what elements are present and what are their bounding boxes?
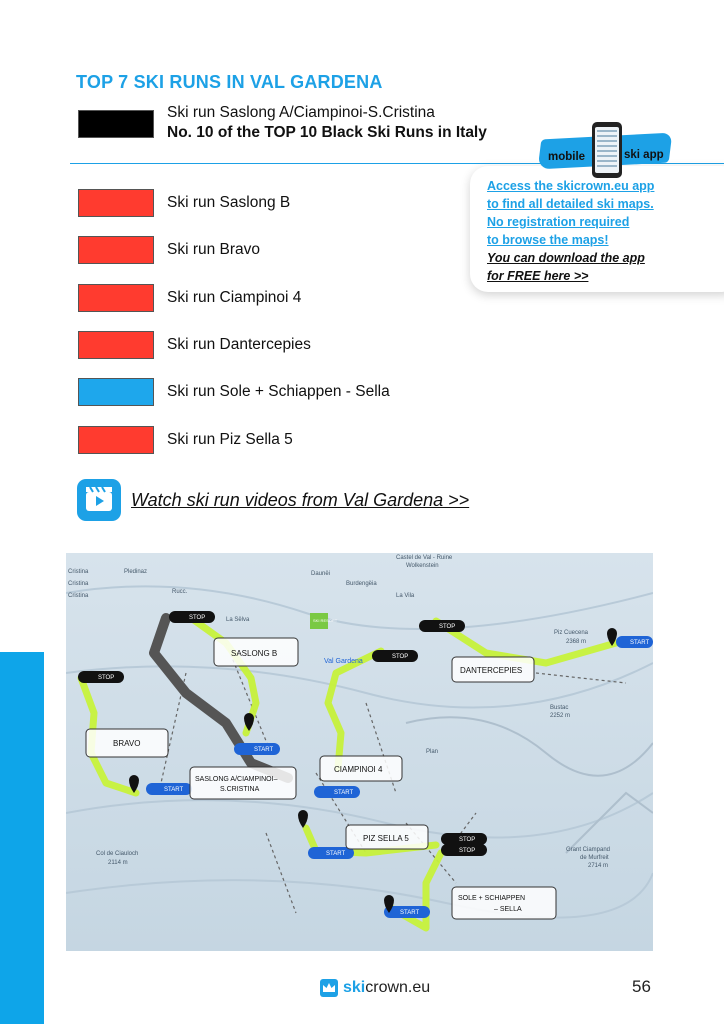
promo-download-link[interactable]: for FREE here >> (487, 269, 589, 283)
run-label-ciampinoi-4: CIAMPINOI 4 (334, 765, 383, 774)
start-tag: START (164, 787, 184, 793)
run-swatch (78, 331, 154, 359)
place-col-ciauloch-alt: 2114 m (108, 860, 128, 866)
promo-line[interactable]: to find all detailed ski maps. (487, 197, 654, 211)
start-tag: START (400, 910, 420, 916)
run-name[interactable]: Ski run Dantercepies (167, 336, 311, 353)
start-tag: START (630, 640, 650, 646)
place-bustac: Bustac (550, 705, 569, 711)
top-run-rank: No. 10 of the TOP 10 Black Ski Runs in Italy (167, 124, 487, 141)
black-run-swatch (78, 110, 154, 138)
ski-map[interactable] (66, 553, 653, 951)
svg-text:La Sëlva: La Sëlva (226, 617, 250, 623)
stop-tag: STOP (98, 675, 115, 681)
stop-tag: STOP (392, 654, 409, 660)
promo-line[interactable]: to browse the maps! (487, 233, 609, 247)
stop-tag: STOP (189, 615, 206, 621)
top-run-name: Ski run Saslong A/Ciampinoi-S.Cristina (167, 104, 435, 121)
svg-text:La Vila: La Vila (396, 593, 415, 599)
video-clapper-icon[interactable] (77, 479, 121, 521)
promo-download-link[interactable]: You can download the app (487, 251, 645, 265)
place-piz-cuecena: Piz Cuecena (554, 630, 589, 636)
run-name[interactable]: Ski run Sole + Schiappen - Sella (167, 383, 390, 400)
start-tag: START (334, 790, 354, 796)
run-label-saslong-a-2: S.CRISTINA (220, 786, 260, 793)
place-grant-ciampa: Grant Ciampand (566, 847, 611, 853)
promo-line[interactable]: Access the skicrown.eu app (487, 179, 655, 193)
place-grant-ciampa-2: de Murfreit (580, 855, 609, 861)
logo-text-rest: crown.eu (365, 979, 431, 996)
stop-tag: STOP (459, 848, 476, 854)
start-tag: START (326, 851, 346, 857)
run-swatch (78, 236, 154, 264)
crown-icon (320, 979, 338, 997)
run-swatch (78, 378, 154, 406)
logo-text-bold: ski (343, 979, 366, 996)
ski-resort-marker: SKI RESORT (313, 618, 338, 623)
badge-mobile: mobile (548, 151, 586, 163)
run-name[interactable]: Ski run Piz Sella 5 (167, 431, 293, 448)
run-swatch (78, 426, 154, 454)
svg-text:Daunëi: Daunëi (311, 571, 331, 577)
svg-text:Pledinaz: Pledinaz (124, 569, 148, 575)
run-name[interactable]: Ski run Saslong B (167, 194, 291, 211)
place-castel: Castel de Val - Ruine (396, 555, 453, 561)
run-label-piz-sella-5: PIZ SELLA 5 (363, 834, 409, 843)
run-swatch (78, 189, 154, 217)
phone-icon (592, 122, 622, 178)
place-castel-2: Wolkenstein (406, 563, 439, 569)
promo-line[interactable]: No registration required (487, 215, 630, 229)
start-tag: START (254, 747, 274, 753)
place-bustac-alt: 2252 m (550, 713, 571, 719)
place-col-ciauloch: Col de Ciauloch (96, 851, 139, 857)
run-label-sole: SOLE + SCHIAPPEN (458, 895, 526, 902)
run-name[interactable]: Ski run Bravo (167, 241, 261, 258)
footer-logo[interactable] (320, 977, 430, 999)
run-label-bravo: BRAVO (113, 739, 141, 748)
stop-tag: STOP (439, 624, 456, 630)
badge-ski-app: ski app (624, 149, 664, 161)
run-label-sole-2: – SELLA (494, 906, 522, 913)
side-accent-bar (0, 652, 44, 1024)
page-number: 56 (632, 977, 651, 996)
svg-text:Plan: Plan (426, 749, 439, 755)
page-title: TOP 7 SKI RUNS IN VAL GARDENA (76, 72, 383, 92)
run-label-dantercepies: DANTERCEPIES (460, 666, 523, 675)
svg-text:Val Gardena: Val Gardena (324, 658, 363, 665)
run-label-saslong-b: SASLONG B (231, 649, 278, 658)
run-name[interactable]: Ski run Ciampinoi 4 (167, 289, 302, 306)
svg-text:Cristina: Cristina (68, 581, 89, 587)
place-grant-ciampa-alt: 2714 m (588, 863, 609, 869)
place-piz-cuecena-alt: 2368 m (566, 639, 587, 645)
svg-text:Cristina: Cristina (68, 593, 89, 599)
svg-text:Rucc.: Rucc. (172, 589, 188, 595)
run-swatch (78, 284, 154, 312)
svg-text:Cristina: Cristina (68, 569, 89, 575)
svg-text:Burdengëia: Burdengëia (346, 581, 377, 587)
stop-tag: STOP (459, 837, 476, 843)
run-label-saslong-a: SASLONG A/CIAMPINOI– (195, 776, 278, 783)
video-link[interactable]: Watch ski run videos from Val Gardena >> (131, 490, 470, 510)
